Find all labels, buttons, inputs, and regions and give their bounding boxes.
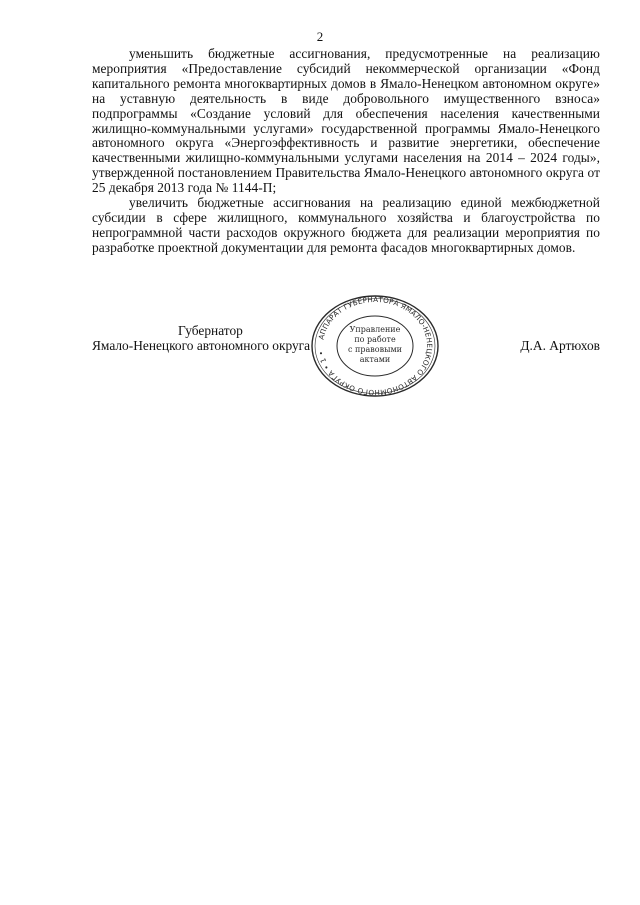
signatory-title: Губернатор — [178, 323, 243, 338]
seal-center-line-2: по работе — [354, 335, 396, 344]
paragraph-increase-allocations: увеличить бюджетные ассигнования на реализацию единой межбюджетной субсидии в сфере жилищного, коммунального хозяйства и благоустройства по непрограммной части расходов окружного бюджета для реализации мероприятия по разработке проектной документации для ремонта фасадов многоквартирных домов. — [92, 195, 600, 255]
page-number: 2 — [316, 29, 324, 44]
paragraph-decrease-allocations: уменьшить бюджетные ассигнования, предусмотренные на реализацию мероприятия «Предоставление субсидий некоммерческой организации «Фонд капитального ремонта многоквартирных домов в Ямало-Ненецком автономном округе» на уставную деятельность в виде добровольного имущественного взноса» подпрограммы «Создание условий для обеспечения населения качественными жилищно-коммунальными услугами» государственной программы Ямало-Ненецкого автономного округа «Энергоэффективность и развитие энергетики, обеспечение качественными жилищно-коммунальными услугами населения на 2014 – 2024 годы», утвержденной постановлением Правительства Ямало-Ненецкого автономного округа от 25 декабря 2013 года № 1144-П; — [92, 46, 600, 196]
seal-center-line-4: актами — [359, 355, 391, 364]
seal-center-line-3: с правовыми — [348, 345, 402, 354]
document-body — [92, 47, 600, 256]
signatory-name: Д.А. Артюхов — [520, 338, 600, 353]
seal-ring-text: АППАРАТ ГУБЕРНАТОРА ЯМАЛО-НЕНЕЦКОГО АВТОНОМНОГО ОКРУГА • 1 • — [316, 294, 435, 398]
signatory-region: Ямало-Ненецкого автономного округа — [92, 338, 311, 353]
official-seal — [308, 294, 442, 398]
seal-center-line-1: Управление — [349, 325, 401, 334]
seal-graphic — [308, 294, 442, 398]
